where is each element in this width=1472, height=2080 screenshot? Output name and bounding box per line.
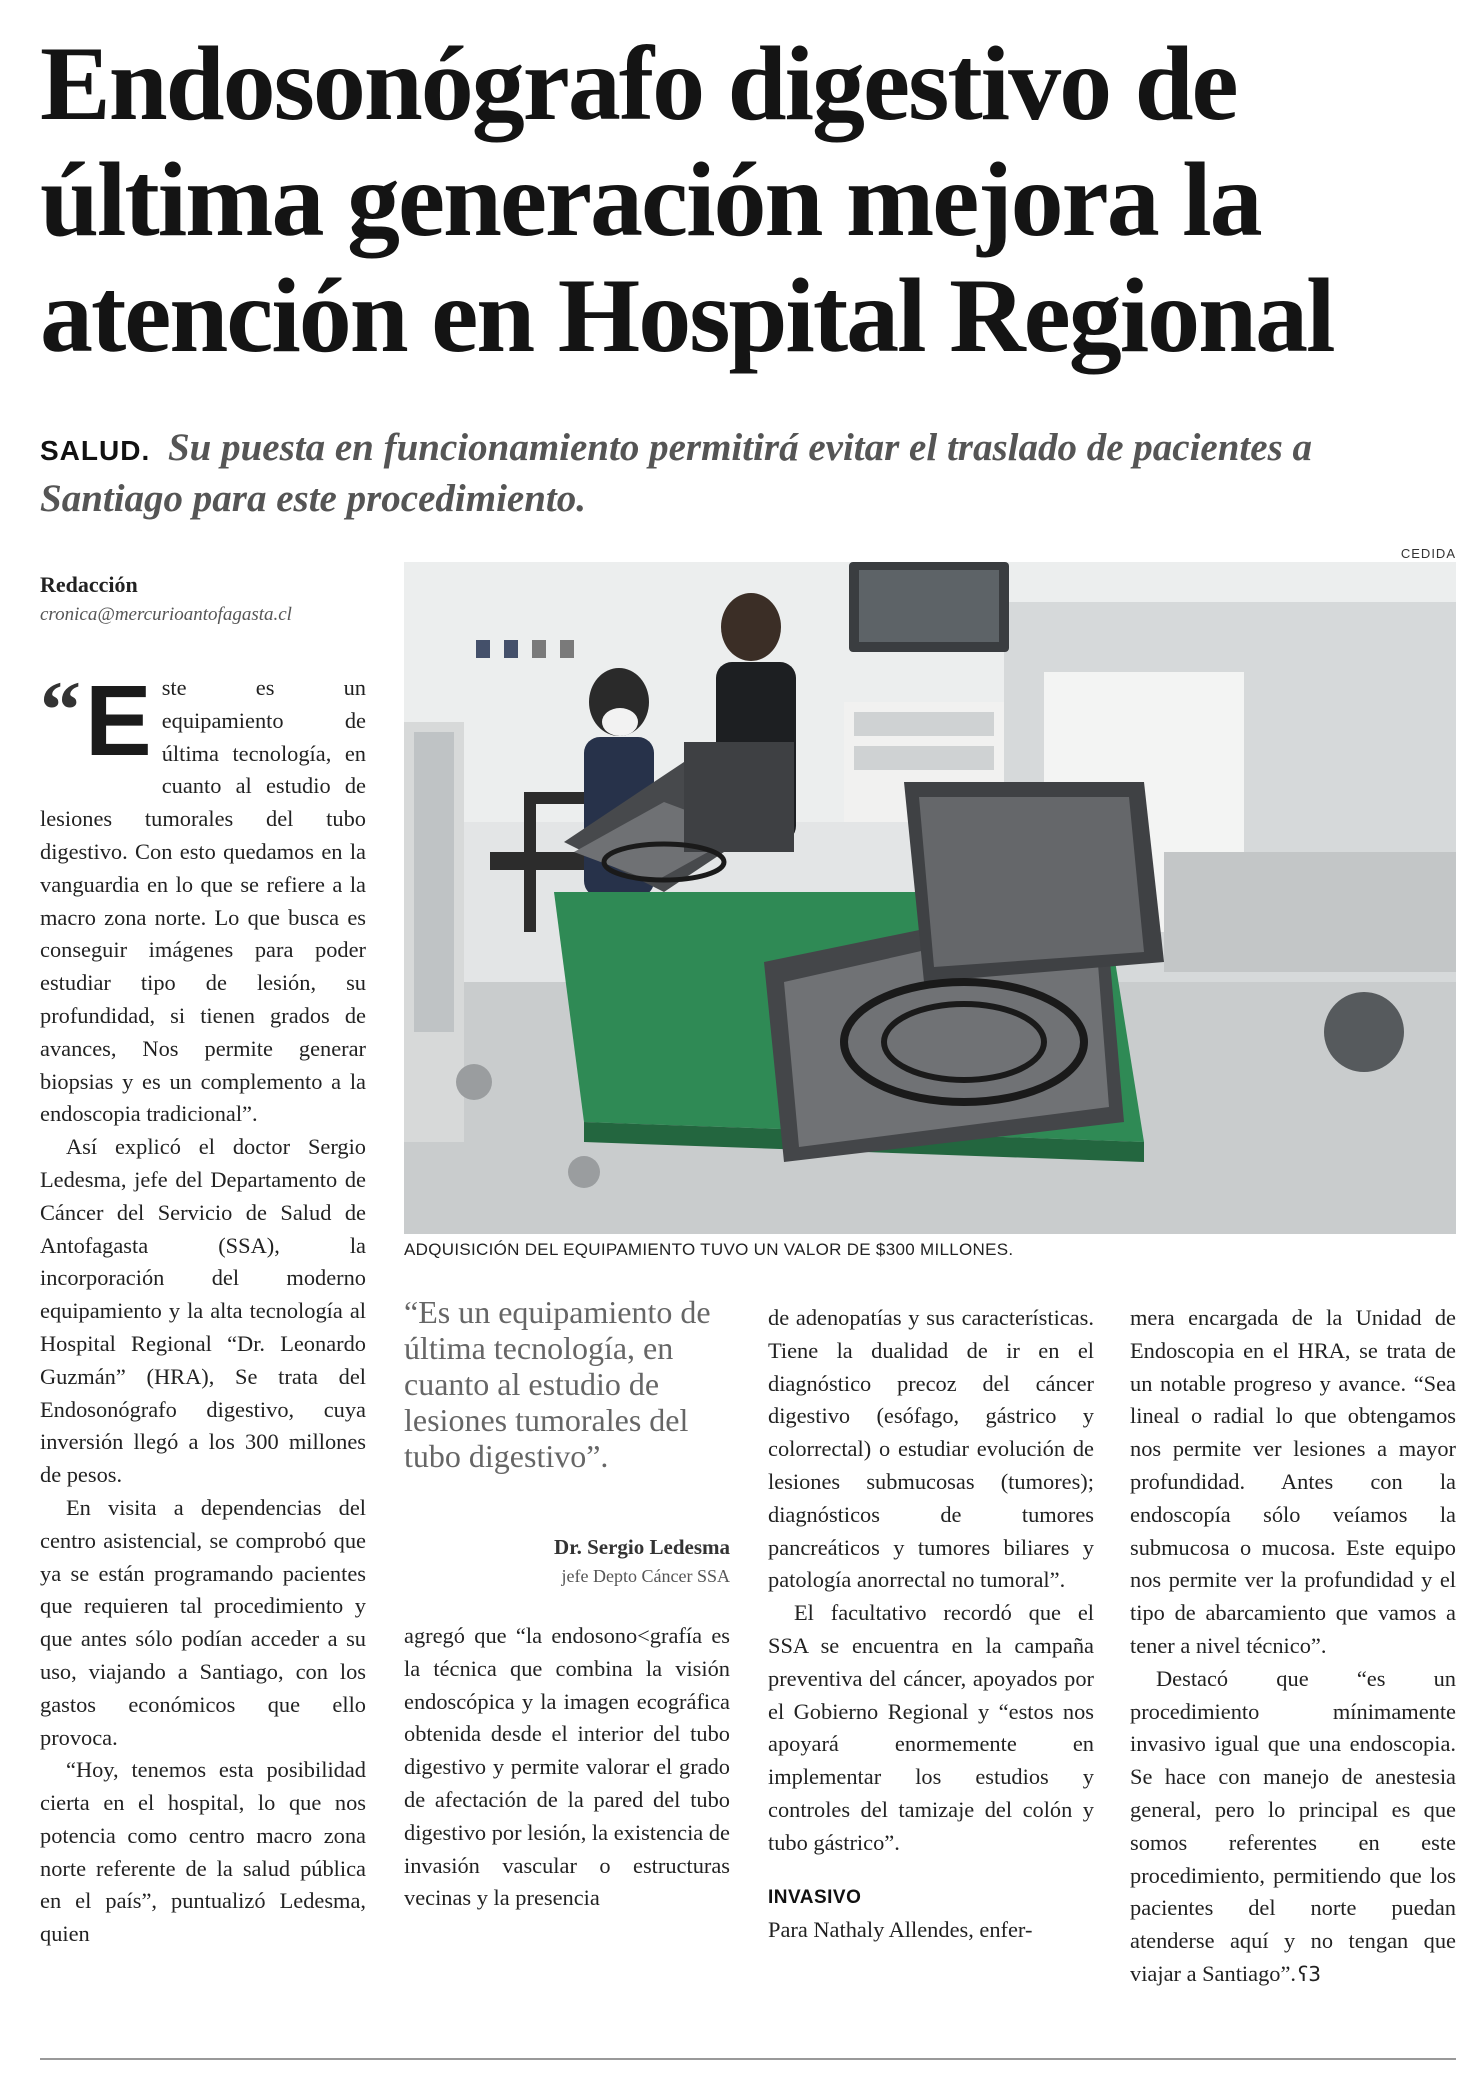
column-2	[404, 1620, 730, 1915]
paragraph-6: de adenopatías y sus características. Tiene la dualidad de ir en el diagnóstico precoz del cáncer digestivo (esófago, gástrico y colorrectal) o estudiar evolución de lesiones submucosas (tumores); diagnósticos de tumores pancreáticos y tumores biliares y patología anorrectal no tumoral”.	[768, 1305, 1094, 1593]
end-mark: ʕ3	[1298, 1961, 1321, 1986]
paragraph-1: ste es un equipamiento de última tecnología, en cuanto al estudio de lesiones tumorales del tubo digestivo. Con esto quedamos en la vanguardia en lo que se refiere a la macro zona norte. Lo que busca es conseguir imágenes para poder estudiar tipo de lesión, su profundidad, si tienen grados de avances, Nos permite generar biopsias y es un complemento a la endoscopia tradicional”.	[40, 675, 366, 1127]
pull-quote-author: Dr. Sergio Ledesma	[554, 1535, 730, 1559]
section-kicker: SALUD.	[40, 435, 151, 466]
column-3	[768, 1302, 1094, 1947]
photo-caption: ADQUISICIÓN DEL EQUIPAMIENTO TUVO UN VALOR DE $300 MILLONES.	[404, 1240, 1014, 1259]
paragraph-10	[1130, 1663, 1456, 1991]
byline	[40, 572, 380, 626]
paragraph-3: En visita a dependencias del centro asistencial, se comprobó que ya se están programando pacientes que requieren tal procedimiento y que antes sólo podían acceder a su uso, viajando a Santiago, con los gastos económicos que ello provoca.	[40, 1494, 366, 1750]
paragraph-5: agregó que “la endosono<grafía es la técnica que combina la visión endoscópica y la imagen ecográfica obtenida desde el interior del tubo digestivo y permite valorar el grado de afectación de la pared del tubo digestivo por lesión, la existencia de invasión vascular o estructuras vecinas y la presencia	[404, 1623, 730, 1911]
paragraph-4: “Hoy, tenemos esta posibilidad cierta en el hospital, lo que nos potencia como centro macro zona norte referente de la salud pública en el país”, puntualizó Ledesma, quien	[40, 1757, 366, 1947]
headline-line-2: última generación mejora la	[40, 141, 1261, 258]
subhead-invasivo: INVASIVO	[768, 1886, 862, 1908]
deck-text: Su puesta en funcionamiento permitirá evitar el traslado de pacientes a Santiago para este procedimiento.	[40, 426, 1313, 520]
headline-line-3: atención en Hospital Regional	[40, 257, 1334, 374]
pull-quote-role: jefe Depto Cáncer SSA	[561, 1566, 730, 1586]
column-1	[40, 664, 366, 1951]
paragraph-10-text: Destacó que “es un procedimiento mínimamente invasivo igual que una endoscopia. Se hace con manejo de anestesia general, pero lo principal es que somos referentes en este procedimiento, permitiendo que los pacientes del norte puedan atenderse aquí y no tengan que viajar a Santiago”.	[1130, 1665, 1456, 1986]
column-4	[1130, 1302, 1456, 1991]
pull-quote: “Es un equipamiento de última tecnología, en cuanto al estudio de lesiones tumorales del tubo digestivo”.	[404, 1294, 711, 1474]
deck	[40, 424, 1440, 523]
paragraph-8: Para Nathaly Allendes, enfer-	[768, 1917, 1033, 1943]
headline-line-1: Endosonógrafo digestivo de	[40, 25, 1237, 142]
byline-email: cronica@mercurioantofagasta.cl	[40, 604, 292, 625]
dropcap: E	[85, 665, 152, 777]
bottom-rule	[40, 2058, 1456, 2060]
photo-credit: CEDIDA	[1400, 546, 1456, 561]
pull-quote-attribution	[404, 1535, 730, 1587]
headline	[40, 26, 1440, 374]
paragraph-2: Así explicó el doctor Sergio Ledesma, jefe del Departamento de Cáncer del Servicio de Salud de Antofagasta (SSA), la incorporación del moderno equipamiento y la alta tecnología al Hospital Regional “Dr. Leonardo Guzmán” (HRA), Se trata del Endosonógrafo digestivo, cuya inversión llegó a los 300 millones de pesos.	[40, 1134, 366, 1488]
opening-quote-mark: “	[40, 664, 81, 755]
article-photo	[404, 562, 1456, 1234]
paragraph-9: mera encargada de la Unidad de Endoscopia en el HRA, se trata de un notable progreso y avance. “Sea lineal o radial lo que obtengamos nos permite ver lesiones a mayor profundidad. Antes con la endoscopía sólo veíamos la submucosa o mucosa. Este equipo nos permite ver la profundidad y el tipo de abarcamiento que vamos a tener a nivel técnico”.	[1130, 1305, 1456, 1658]
paragraph-7: El facultativo recordó que el SSA se encuentra en la campaña preventiva del cáncer, apoyados por el Gobierno Regional y “estos nos apoyará enormemente en implementar los estudios y controles del tamizaje del colón y tubo gástrico”.	[768, 1600, 1094, 1855]
byline-name: Redacción	[40, 572, 138, 597]
